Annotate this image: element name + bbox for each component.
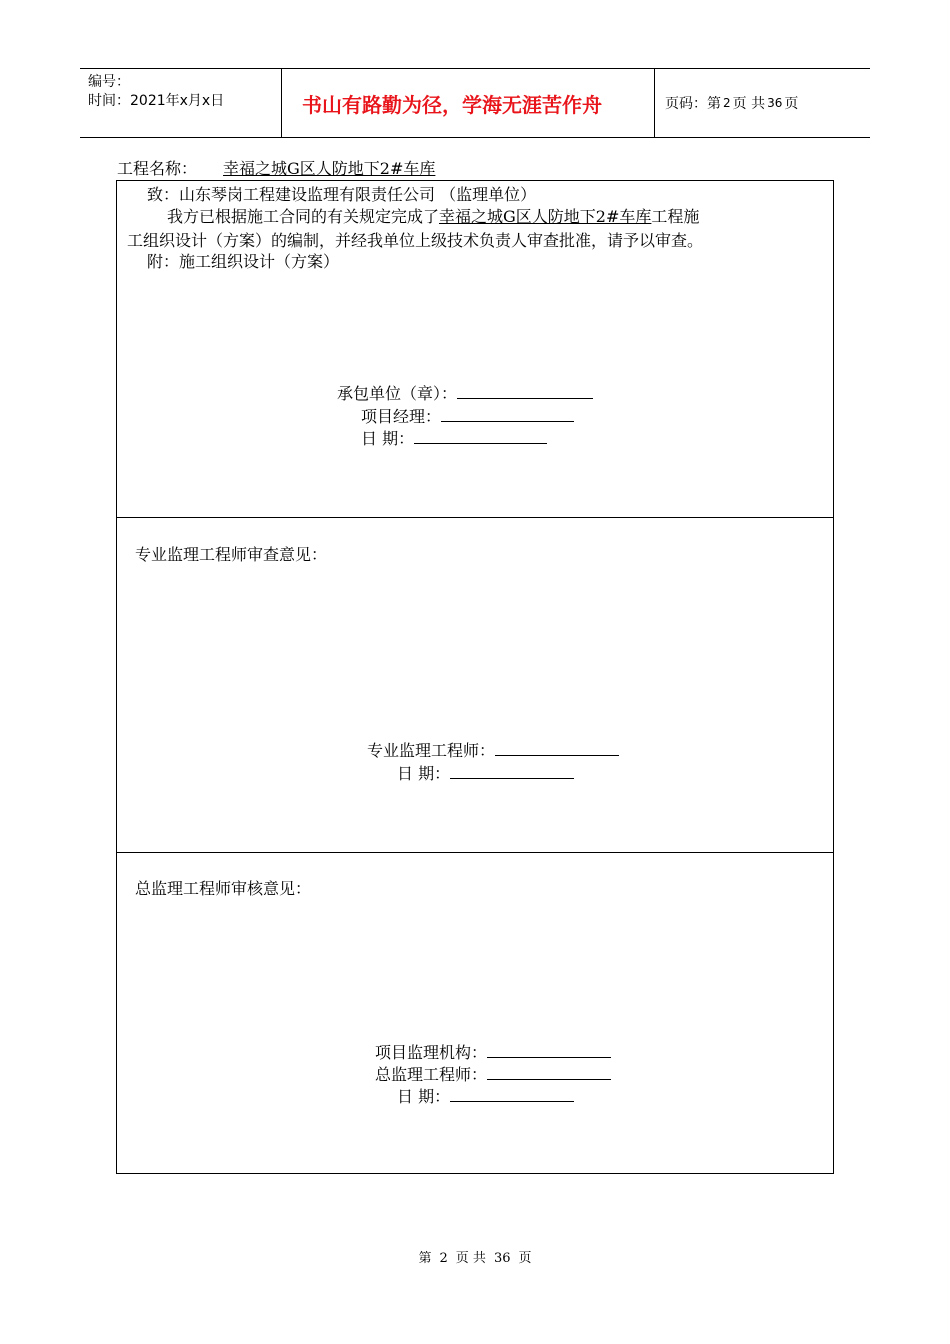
chief-engineer-row bbox=[375, 1063, 611, 1087]
date-row-3 bbox=[397, 1085, 574, 1109]
date-label-3: 日 期： bbox=[397, 1087, 451, 1106]
manager-signature-line[interactable] bbox=[441, 405, 574, 422]
footer-total: 36 bbox=[493, 1251, 511, 1266]
page-prefix: 页码：第 bbox=[665, 96, 721, 112]
specialist-heading: 专业监理工程师审查意见： bbox=[135, 545, 328, 564]
date-label-1: 日 期： bbox=[361, 429, 415, 448]
specialist-signature-line[interactable] bbox=[495, 739, 619, 756]
contractor-row bbox=[337, 382, 593, 406]
date-line-1[interactable] bbox=[414, 427, 547, 444]
chief-review-section bbox=[117, 852, 833, 1173]
header-motto: 书山有路勤为径，学海无涯苦作舟 bbox=[282, 69, 655, 137]
date-row-2 bbox=[397, 762, 574, 786]
attachment-line: 附：施工组织设计（方案） bbox=[147, 252, 340, 271]
header-meta bbox=[80, 69, 282, 137]
project-name-label: 工程名称： bbox=[117, 159, 198, 178]
supervision-org-row bbox=[375, 1041, 611, 1065]
chief-engineer-label: 总监理工程师： bbox=[375, 1065, 488, 1084]
addressee-line: 致：山东琴岗工程建设监理有限责任公司 （监理单位） bbox=[147, 185, 537, 204]
page-suffix: 页 bbox=[784, 96, 799, 112]
contractor-signature-line[interactable] bbox=[457, 382, 593, 399]
chief-signature-line[interactable] bbox=[487, 1063, 611, 1080]
page-header bbox=[80, 68, 870, 138]
body-prefix: 我方已根据施工合同的有关规定完成了 bbox=[167, 207, 440, 226]
manager-label: 项目经理： bbox=[361, 407, 442, 426]
specialist-engineer-row bbox=[367, 739, 619, 763]
body-project-name: 幸福之城G区人防地下2#车库 bbox=[439, 207, 652, 226]
project-name-value: 幸福之城G区人防地下2#车库 bbox=[223, 159, 436, 178]
supervision-org-line[interactable] bbox=[487, 1041, 611, 1058]
approval-form bbox=[116, 180, 834, 1174]
footer-suffix: 页 bbox=[518, 1251, 532, 1266]
body-line-2: 工组织设计（方案）的编制，并经我单位上级技术负责人审查批准，请予以审查。 bbox=[127, 231, 704, 250]
contractor-label: 承包单位（章）： bbox=[337, 384, 458, 403]
date-line-2[interactable] bbox=[450, 762, 574, 779]
page-number: 2 bbox=[723, 96, 731, 110]
header-page-info bbox=[655, 69, 870, 137]
time-label: 时间：2021年x月x日 bbox=[88, 93, 225, 109]
page-mid: 页 共 bbox=[732, 96, 766, 112]
date-row-1 bbox=[361, 427, 547, 451]
body-suffix: 工程施 bbox=[651, 207, 700, 226]
date-label-2: 日 期： bbox=[397, 764, 451, 783]
footer-page: 2 bbox=[439, 1251, 448, 1266]
specialist-review-section bbox=[117, 517, 833, 853]
submission-section bbox=[117, 181, 833, 518]
footer-mid: 页 共 bbox=[455, 1251, 486, 1266]
supervision-org-label: 项目监理机构： bbox=[375, 1043, 488, 1062]
project-name-row bbox=[117, 158, 435, 180]
body-line-1 bbox=[167, 205, 699, 229]
footer-prefix: 第 bbox=[418, 1251, 432, 1266]
number-label: 编号： bbox=[88, 74, 130, 90]
specialist-engineer-label: 专业监理工程师： bbox=[367, 741, 496, 760]
page-total: 36 bbox=[767, 96, 783, 110]
manager-row bbox=[361, 405, 574, 429]
date-line-3[interactable] bbox=[450, 1085, 574, 1102]
page-footer bbox=[0, 1247, 950, 1266]
chief-heading: 总监理工程师审核意见： bbox=[135, 879, 312, 898]
